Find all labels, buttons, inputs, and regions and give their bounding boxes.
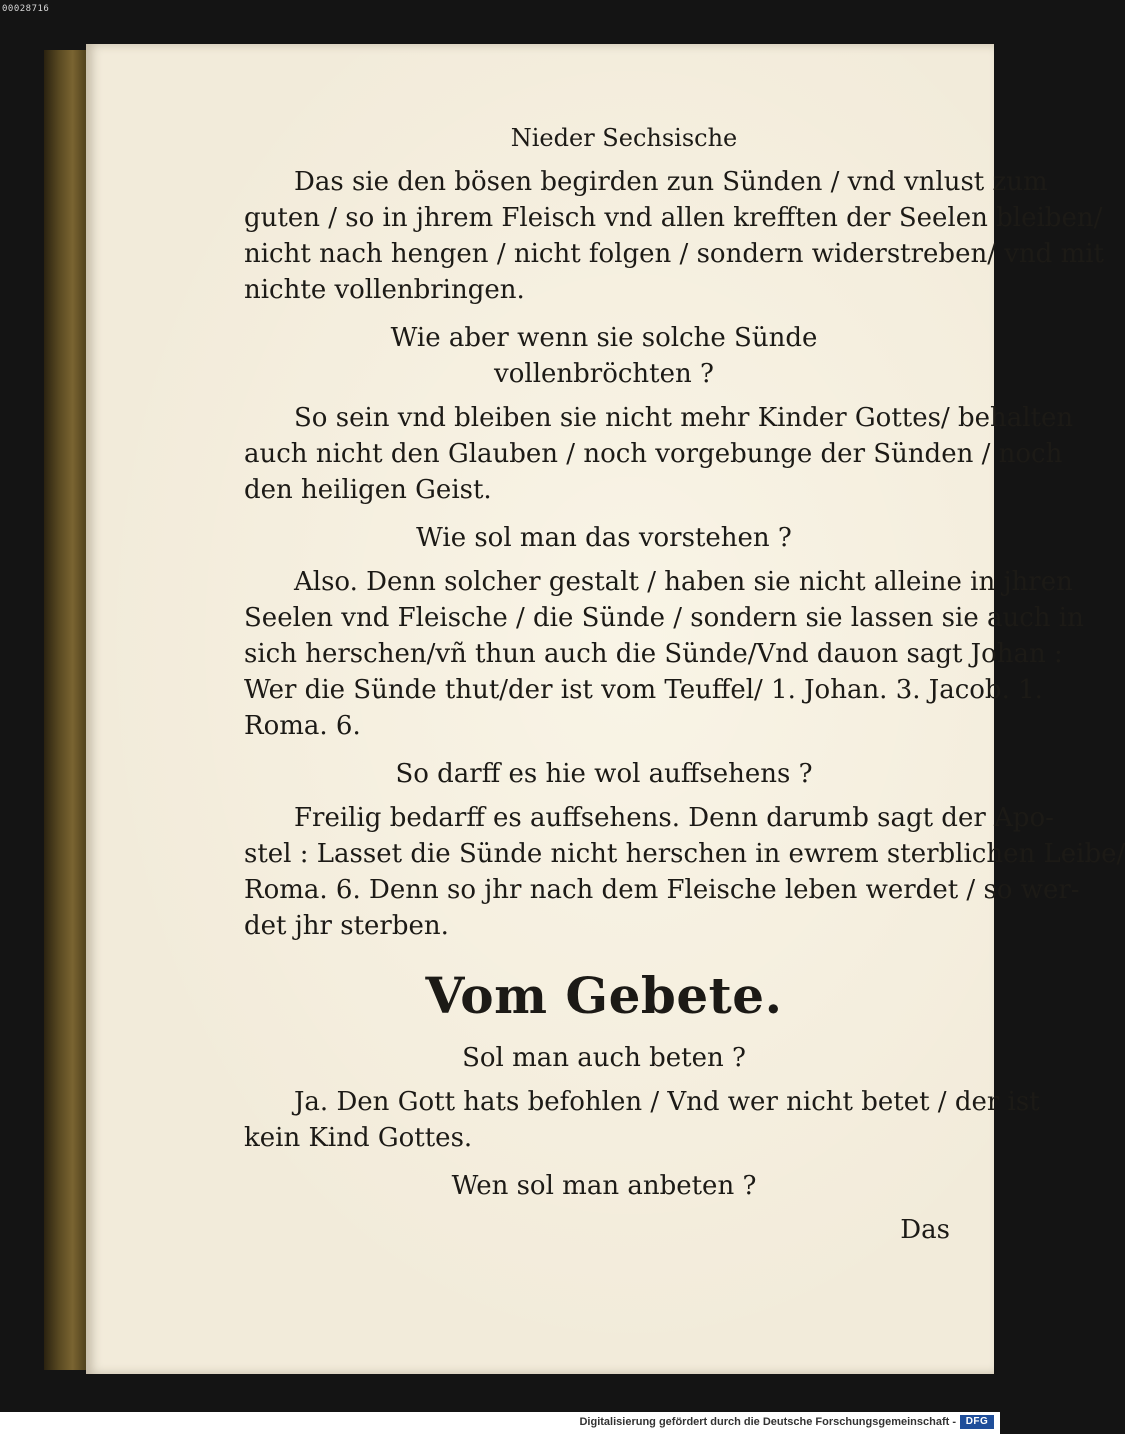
paragraph-4	[244, 800, 1125, 944]
question-5	[244, 1168, 964, 1204]
question-line: Wen sol man anbeten ?	[451, 1171, 757, 1201]
catchword: Das	[900, 1215, 950, 1245]
question-line: Wie aber wenn sie solche Sünde	[390, 323, 818, 353]
text-line: Ja. Den Gott hats befohlen / Vnd wer nicht betet / der ist	[294, 1087, 1040, 1117]
question-line: Sol man auch beten ?	[462, 1043, 746, 1073]
text-line: sich herschen/vñ thun auch die Sünde/Vnd dauon sagt Johan :	[244, 639, 1063, 669]
question-2	[244, 520, 964, 556]
dfg-logo-icon: DFG	[960, 1415, 994, 1429]
text-line: kein Kind Gottes.	[244, 1123, 473, 1153]
question-1	[244, 320, 964, 392]
text-line: det jhr sterben.	[244, 911, 449, 941]
text-line: Das sie den bösen begirden zun Sünden / vnd vnlust zum	[294, 167, 1048, 197]
running-head: Nieder Sechsische	[510, 124, 738, 152]
text-line: stel : Lasset die Sünde nicht herschen in ewrem sterblichen Leibe/	[244, 839, 1125, 869]
text-line: auch nicht den Glauben / noch vorgebunge der Sünden / noch	[244, 439, 1063, 469]
question-line: So darff es hie wol auffsehens ?	[395, 759, 813, 789]
text-line: Wer die Sünde thut/der ist vom Teuffel/ 1. Johan. 3. Jacob. 1.	[244, 675, 1043, 705]
question-line: Wie sol man das vorstehen ?	[416, 523, 792, 553]
text-line: Also. Denn solcher gestalt / haben sie nicht alleine in jhren	[294, 567, 1073, 597]
question-4	[244, 1040, 964, 1076]
text-line: So sein vnd bleiben sie nicht mehr Kinder Gottes/ behalten	[294, 403, 1074, 433]
text-line: nicht nach hengen / nicht folgen / sondern widerstreben/ vnd mit	[244, 239, 1104, 269]
paragraph-1	[244, 164, 1104, 308]
paragraph-2	[244, 400, 1074, 508]
text-line: den heiligen Geist.	[244, 475, 492, 505]
book-spine	[44, 50, 88, 1370]
paragraph-5	[244, 1084, 1040, 1156]
text-line: Freilig bedarff es auffsehens. Denn darumb sagt der Apo-	[294, 803, 1054, 833]
text-line: Roma. 6. Denn so jhr nach dem Fleische leben werdet / so wer-	[244, 875, 1080, 905]
footer-bar	[0, 1412, 1000, 1434]
question-3	[244, 756, 964, 792]
scan-id: 00028716	[2, 4, 50, 14]
text-line: Roma. 6.	[244, 711, 361, 741]
page-text	[244, 120, 1125, 1248]
funding-notice: Digitalisierung gefördert durch die Deutsche Forschungsgemeinschaft -	[579, 1416, 956, 1428]
paragraph-3	[244, 564, 1084, 744]
text-line: Seelen vnd Fleische / die Sünde / sondern sie lassen sie auch in	[244, 603, 1084, 633]
text-line: guten / so in jhrem Fleisch vnd allen krefften der Seelen bleiben/	[244, 203, 1103, 233]
question-line: vollenbröchten ?	[494, 359, 714, 389]
section-heading: Vom Gebete.	[425, 966, 783, 1025]
text-line: nichte vollenbringen.	[244, 275, 525, 305]
